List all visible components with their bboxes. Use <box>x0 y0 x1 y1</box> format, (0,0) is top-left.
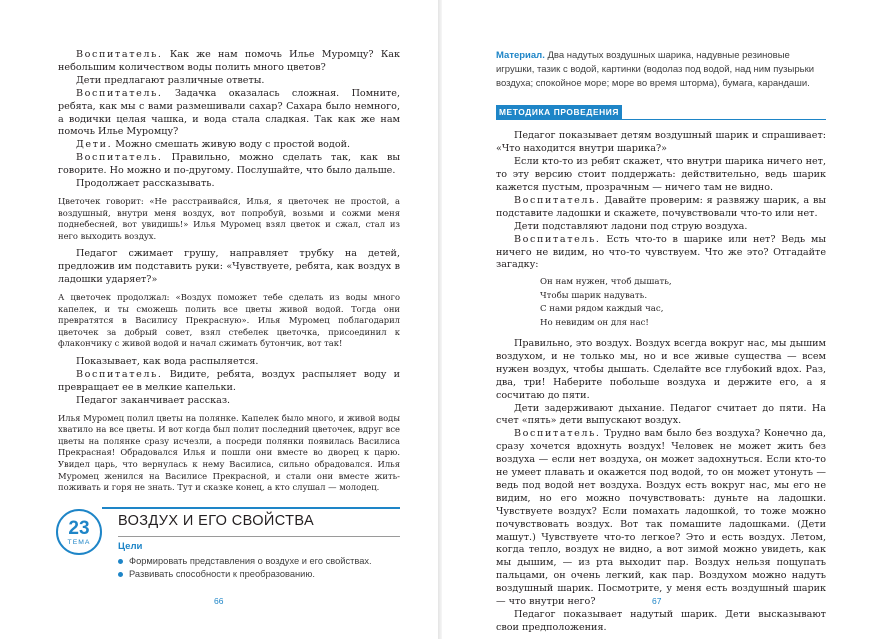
materials-paragraph <box>496 49 826 90</box>
paragraph <box>496 403 826 429</box>
page-number-left: 66 <box>214 596 224 606</box>
riddle-line: С нами рядом каждый час, <box>540 304 664 315</box>
riddle-line: Но невидим он для нас! <box>540 317 649 328</box>
goal-text: Развивать способности к преобразованию. <box>129 569 315 580</box>
paragraph-text: Если кто-то из ребят скажет, что внутри шарика ничего нет, то эту версию стоит поддержать: действительно, ведь шарик кажется пустым, прозрачным — ничего там не видно. <box>496 156 826 194</box>
paragraph-text: Дети задерживают дыхание. Педагог считает до пяти. На счет «пять» дети выпускают воздух. <box>496 402 826 427</box>
story-quote: Цветочек говорит: «Не расстраивайся, Илья, я цветочек не простой, а воздушный, внутри меня воздух, вот попробуй, возьми и сожми меня поднебесней, вот увидишь!» Илья Муромец взял цветок и сжал, стал из него выходить воздух. <box>58 195 400 241</box>
paragraph-text: Педагог показывает детям воздушный шарик и спрашивает: «Что находится внутри шарика?» <box>496 130 826 155</box>
paragraph <box>58 178 400 191</box>
paragraph-text: Трудно вам было без воздуха? Конечно да, сразу хочется вдохнуть воздух! Человек не может жить без воздуха — если нет воздуха, он может задохнуться. Если кто-то не умеет плавать и окажется под водой, то он может утонуть — ведь под водой нет воздуха. Воздух есть вокруг нас, мы его не видим, но его можно почувствовать: дуньте на ладошки. Чувствуете воздух? Если помахать ладошкой, то тоже можно почувствовать воздух. Вот так помашите ладошками. (Дети машут.) Чувствуете что-то легкое? Это и есть воздух. Летом, когда тепло, воздух не видно, а вот зимой можно увидеть, как мы дышим, — из рта выходит пар. Воздух нельзя пощупать пальцами, он очень легкий, как пар. Воздухом можно надуть воздушный шарик. Посмотрите, у меня есть воздушный шарик — что внутри него? <box>496 428 826 608</box>
paragraph-text: Дети подставляют ладони под струю воздуха. <box>514 220 748 232</box>
paragraph-text: Давайте проверим: я развяжу шарик, а вы подставите ладошки и скажете, почувствовали что-то или нет. <box>496 194 826 219</box>
paragraph-text: Продолжает рассказывать. <box>76 178 215 190</box>
speaker-label: Воспитатель. <box>514 233 601 245</box>
riddle-poem <box>540 276 826 330</box>
paragraph-text: Видите, ребята, воздух распыляет воду и превращает ее в мелкие капельки. <box>58 368 400 393</box>
paragraph <box>58 369 400 395</box>
paragraph-text: Как же нам помочь Илье Муромцу? Как небольшим количеством воды полить много цветов? <box>58 49 400 73</box>
story-quote: А цветочек продолжал: «Воздух поможет тебе сделать из воды много капелек, и ты сможешь полить все цветы живой водой. Тогда они превратятся в Василису Прекрасную». Илья Муромец поблагодарил цветочек за добрый совет, взял стебелек цветочка, присоединил к флакончику с живой водой и начал сжимать бутончик, вот так! <box>58 292 400 349</box>
paragraph <box>496 338 826 403</box>
goal-item <box>118 555 372 568</box>
paragraph: Показывает, как вода распыляется. <box>76 356 259 368</box>
paragraph-text: Есть что-то в шарике или нет? Ведь мы ничего не видим, но что-то чувствуем. Что же это? Отгадайте загадку: <box>496 233 826 271</box>
goal-item <box>118 568 372 581</box>
speaker-label: Воспитатель. <box>76 152 163 164</box>
method-heading: МЕТОДИКА ПРОВЕДЕНИЯ <box>496 105 622 120</box>
speaker-label: Воспитатель. <box>76 87 163 99</box>
paragraph <box>58 49 400 75</box>
paragraph-text: Дети предлагают различные ответы. <box>76 74 265 86</box>
topic-number: 23 <box>68 518 90 539</box>
paragraph-text: Можно смешать живую воду с простой водой. <box>112 139 351 151</box>
method-heading-bar <box>496 105 826 120</box>
bullet-icon <box>118 559 123 564</box>
right-text-column <box>496 49 826 635</box>
topic-label: ТЕМА <box>67 539 91 546</box>
goals-list <box>118 555 372 582</box>
paragraph-text: Задачка оказалась сложная. Помните, ребята, как мы с вами размешивали сахар? Сахара было немного, а водички целая чашка, и вода стала сладкая. Так как же нам помочь Илье Муромцу? <box>58 87 400 138</box>
topic-title: ВОЗДУХ И ЕГО СВОЙСТВА <box>118 513 315 529</box>
paragraph-text: Педагог показывает надутый шарик. Дети высказывают свои предположения. <box>496 609 826 633</box>
paragraph <box>58 139 400 152</box>
left-text-column <box>58 49 400 500</box>
paragraph <box>496 156 826 195</box>
paragraph <box>496 195 826 221</box>
paragraph <box>58 152 400 178</box>
speaker-label: Воспитатель. <box>76 49 163 60</box>
topic-bottom-rule <box>118 536 400 537</box>
goal-text: Формировать представления о воздухе и его свойствах. <box>129 556 372 566</box>
paragraph <box>496 428 826 609</box>
materials-text: Два надутых воздушных шарика, надувные резиновые игрушки, тазик с водой, картинки (водолаз под водой, над ним пузырьки воздуха; спокойное море; море во время шторма), бумага, карандаши. <box>496 50 815 89</box>
speaker-label: Воспитатель. <box>76 368 163 380</box>
paragraph: Педагог сжимает грушу, направляет трубку на детей, предложив им подставить руки: «Чувствуете, ребята, как воздух в ладошки ударяет?» <box>58 248 400 286</box>
paragraph <box>58 75 400 88</box>
paragraph-text: Правильно, можно сделать так, как вы говорите. Но можно и по-другому. Послушайте, что было дальше. <box>58 152 400 177</box>
paragraph <box>496 130 826 156</box>
paragraph <box>496 221 826 234</box>
paragraph <box>496 609 826 635</box>
riddle-line: Чтобы шарик надувать. <box>540 290 648 301</box>
materials-label: Материал. <box>496 50 545 61</box>
story-quote: Илья Муромец полил цветы на полянке. Капелек было много, и живой воды хватило на все цветы. И вот когда был полит последний цветочек, вдруг все цветы на полянке сразу исчезли, а посреди полянки появилась Василиса Прекрасная! Обрадовался Илья и пошли они вместе во дворец к царю. Увидел царь, что вернулась к нему Василиса, сильно обрадовался. Илья Муромец женился на Василисе Прекрасной, и стали они вместе жить-поживать и горя не знать. Тут и сказке конец, а кто слушал — молодец. <box>58 412 400 493</box>
paragraph-text: Правильно, это воздух. Воздух всегда вокруг нас, мы дышим воздухом, и не только мы, но и все живые существа — всем нужен воздух, чтобы дышать. Сделайте все глубокий вдох. Раз, два, три! Наберите побольше воздуха и держите его, а я сосчитаю до пяти. <box>496 337 826 401</box>
topic-number-badge <box>56 509 102 555</box>
speaker-label: Воспитатель. <box>514 194 601 206</box>
speaker-label: Воспитатель. <box>514 428 601 440</box>
topic-top-rule <box>102 507 400 509</box>
riddle-line: Он нам нужен, чтоб дышать, <box>540 277 672 288</box>
paragraph <box>496 234 826 273</box>
speaker-label: Дети. <box>76 139 113 151</box>
bullet-icon <box>118 572 123 577</box>
paragraph <box>58 88 400 140</box>
page-number-right: 67 <box>652 596 662 606</box>
goals-heading: Цели <box>118 541 143 552</box>
paragraph: Педагог заканчивает рассказ. <box>76 394 231 406</box>
